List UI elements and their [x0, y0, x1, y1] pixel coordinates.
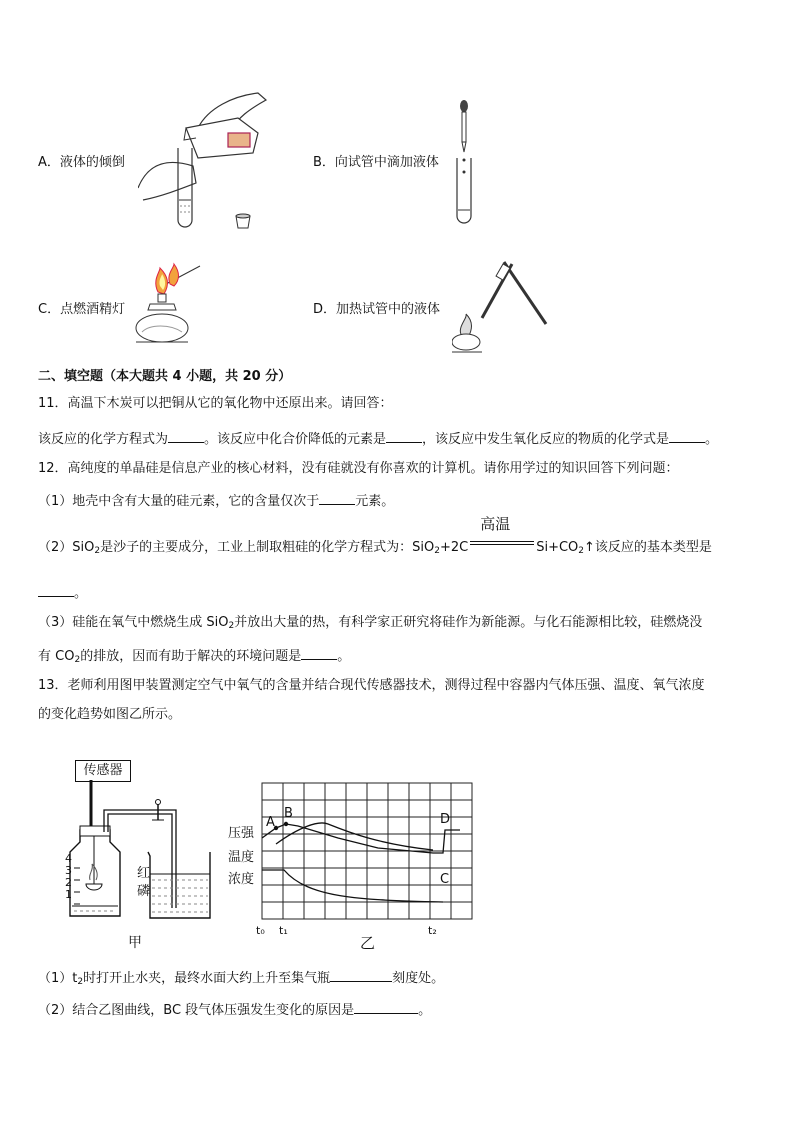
q12-s3-text-a: （3）硅能在氧气中燃烧生成 SiO	[38, 615, 229, 630]
tick-t2: t₂	[428, 924, 437, 937]
label-concentration: 浓度	[228, 872, 255, 887]
condition-high-temp: 高温	[480, 515, 511, 533]
figure-yi-caption: 乙	[360, 934, 376, 952]
answer-blank[interactable]	[354, 999, 418, 1014]
subscript: 2	[228, 621, 235, 631]
answer-blank[interactable]	[168, 428, 204, 443]
heating-tube-illustration	[452, 258, 552, 354]
answer-blank[interactable]	[330, 967, 392, 982]
q13-sub2	[38, 999, 431, 1020]
scale-mark-3: 3	[65, 864, 72, 877]
figure-jia-caption: 甲	[128, 935, 142, 951]
apparatus-diagram	[60, 780, 220, 920]
q12-sub3-cont	[38, 645, 350, 669]
q11-line	[38, 428, 718, 449]
q13-stem-line2: 的变化趋势如图乙所示。	[38, 707, 182, 722]
subscript: 2	[434, 546, 440, 556]
dropper-illustration	[452, 98, 478, 226]
pouring-liquid-illustration	[138, 88, 273, 230]
q12-sub2	[38, 515, 712, 560]
q11-text-1: 该反应的化学方程式为	[38, 432, 169, 447]
point-c-label: C	[440, 872, 450, 887]
q12-s2-text-b: 是沙子的主要成分，工业上制取粗硅的化学方程式为：SiO	[100, 540, 435, 555]
q12-sub1	[38, 490, 394, 511]
subscript: 2	[94, 546, 101, 556]
q11-text-2: 。该反应中化合价降低的元素是	[204, 432, 387, 447]
lighting-lamp-illustration	[130, 262, 202, 348]
q11-text-4: 。	[705, 432, 719, 447]
answer-blank[interactable]	[319, 490, 355, 505]
option-b-label: B．向试管中滴加液体	[313, 155, 439, 170]
q11-stem: 11．高温下木炭可以把铜从它的氧化物中还原出来。请回答：	[38, 396, 393, 411]
answer-blank[interactable]	[386, 428, 422, 443]
trend-graph	[228, 780, 478, 925]
answer-blank[interactable]	[301, 645, 337, 660]
subscript: 2	[77, 977, 84, 987]
q12-s3-text-d: 的排放，因而有助于解决的环境问题是	[80, 649, 302, 664]
answer-blank[interactable]	[669, 428, 705, 443]
q13-s1-text-b: 时打开止水夹，最终水面大约上升至集气瓶	[83, 971, 331, 986]
sensor-label: 传感器	[83, 763, 123, 778]
q12-s3-end: 。	[337, 649, 351, 664]
scale-mark-4: 4	[65, 852, 72, 865]
scale-mark-2: 2	[65, 876, 72, 889]
q12-s3-text-c: 有 CO	[38, 649, 75, 664]
option-c-label: C．点燃酒精灯	[38, 302, 126, 317]
point-b-label: B	[284, 806, 293, 821]
label-pressure: 压强	[228, 826, 255, 841]
q12-s2-end: 。	[74, 586, 88, 601]
section-heading: 二、填空题（本大题共 4 小题，共 20 分）	[38, 369, 292, 384]
q13-sub1	[38, 967, 444, 991]
q12-s2-text-a: （2）SiO	[38, 540, 95, 555]
tick-t0: t₀	[256, 924, 265, 937]
q12-sub2-cont	[38, 582, 87, 603]
sensor-box	[75, 760, 131, 782]
q13-s2-text-a: （2）结合乙图曲线，BC 段气体压强发生变化的原因是	[38, 1003, 355, 1018]
subscript: 2	[74, 655, 81, 665]
q12-s2-text-e: ↑该反应的基本类型是	[584, 540, 712, 555]
q13-s2-text-b: 。	[418, 1003, 432, 1018]
answer-blank[interactable]	[38, 582, 74, 597]
red-phosphorus-label-2: 磷	[137, 884, 151, 899]
q12-s2-text-c: +2C	[439, 540, 469, 555]
q13-stem-line1: 13．老师利用图甲装置测定空气中氧气的含量并结合现代传感器技术，测得过程中容器内气体压强、温度、氧气浓度	[38, 678, 705, 693]
scale-mark-1: 1	[65, 888, 72, 901]
point-a-label: A	[266, 815, 275, 830]
option-d-label: D．加热试管中的液体	[313, 302, 441, 317]
reaction-condition	[468, 515, 536, 551]
q13-s1-text-c: 刻度处。	[392, 971, 445, 986]
point-d-label: D	[440, 812, 451, 827]
tick-t1: t₁	[279, 924, 288, 937]
q12-s3-text-b: 并放出大量的热，有科学家正研究将硅作为新能源。与化石能源相比较，硅燃烧没	[234, 615, 703, 630]
q12-stem: 12．高纯度的单晶硅是信息产业的核心材料，没有硅就没有你喜欢的计算机。请你用学过的知识回答下列问题：	[38, 461, 679, 476]
q11-text-3: ，该反应中发生氧化反应的物质的化学式是	[422, 432, 670, 447]
q12-s1-end: 元素。	[355, 494, 395, 509]
q12-s2-text-d: Si+CO	[536, 540, 579, 555]
q12-s1-text: （1）地壳中含有大量的硅元素，它的含量仅次于	[38, 494, 320, 509]
label-temperature: 温度	[228, 850, 255, 865]
red-phosphorus-label-1: 红	[137, 866, 151, 881]
option-a-label: A．液体的倾倒	[38, 155, 125, 170]
subscript: 2	[578, 546, 585, 556]
q13-s1-text-a: （1）t	[38, 971, 78, 986]
q12-sub3	[38, 614, 702, 635]
